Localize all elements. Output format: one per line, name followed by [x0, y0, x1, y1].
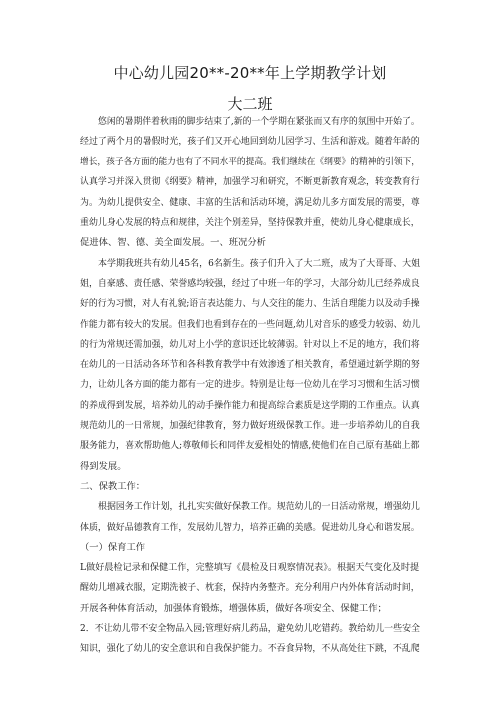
body-line: 规范幼儿的一日常规，加强纪律教育，努力做好班级保教工作。进一步培养幼儿的自我 [80, 421, 420, 431]
body-line: 为。为幼儿提供安全、健康、丰富的生活和活动环境，满足幼儿多方面发展的需要，尊 [80, 197, 420, 208]
body-line: 好的行为习惯，对人有礼貌;语言表达能力、与人交往的能力、生活自理能力以及动手操 [80, 299, 420, 310]
body-line: 体质，做好品德教育工作，发展幼儿智力，培养正确的美感。促进幼儿身心和谐发展。 [80, 522, 420, 533]
body-line: 增长，孩子各方面的能力也有了不同水平的提高。我们继续在《纲要》的精神的引领下， [80, 157, 421, 168]
body-line: 认真学习并深入贯彻《纲要》精神，加强学习和研究，不断更新教育观念，转变教育行 [80, 177, 420, 188]
body-line: 知识，强化了幼儿的安全意识和自我保护能力。不吞食异物，不从高处往下跳，不乱爬 [80, 644, 420, 655]
body-line: （一）保育工作 [80, 541, 146, 553]
body-line: 作能力都有较大的发展。但我们也看到存在的一些问题,幼儿对音乐的感受力较弱、幼儿 [80, 319, 421, 330]
body-line: 经过了两个月的暑假时光，孩子们又开心地回到幼儿园学习、生活和游戏。随着年龄的 [80, 136, 420, 147]
body-line: L做好晨检记录和保健工作，完整填写《晨检及日观察情况表》。根据天气变化及时提 [80, 563, 420, 574]
body-line: 得到发展。 [80, 460, 127, 472]
body-line: 重幼儿身心发展的特点和规律，关注个别差异，坚持保教并重，使幼儿身心健康成长， [80, 218, 420, 228]
body-line: 醒幼儿增减衣服，定期洗被子、枕套，保持内务整齐。充分利用户内外体育活动时间， [80, 583, 420, 594]
body-line: 本学期我班共有幼儿45名，6名新生。孩子们升入了大二班，成为了大哥哥、大姐 [98, 258, 421, 269]
body-line: 服务能力，喜欢帮助他人;尊敬师长和同伴友爱相处的情感,使他们在自己原有基础上都 [80, 441, 420, 452]
body-line: 姐，自豪感、责任感、荣誉感均较强，经过了中班一年的学习，大部分幼儿已经养成良 [80, 278, 420, 289]
body-line: 悠闲的暑期伴着秋雨的脚步结束了,新的一个学期在紧张而又有序的氛围中开始了。 [98, 116, 420, 127]
body-line: 根据园务工作计划，扎扎实实做好保教工作。规范幼儿的一日活动常规，增强幼儿 [98, 502, 420, 513]
body-line: 的行为常规还需加强，幼儿对上小学的意识还比较薄弱。针对以上不足的地方，我们将 [80, 339, 420, 350]
body-line: 促进体、智、德、美全面发展。一、班况分析 [80, 237, 266, 249]
body-line: 二、保教工作： [80, 480, 146, 492]
document-subtitle: 大二班 [227, 95, 273, 113]
document-title: 中心幼儿园20**-20**年上学期教学计划 [113, 64, 387, 82]
body-line: 在幼儿的一日活动各环节和各科教育教学中有效渗透了相关教育，希望通过新学期的努 [80, 360, 420, 371]
body-line: 力，让幼儿各方面的能力都有一定的进步。特别是让每一位幼儿在学习习惯和生活习惯 [80, 380, 420, 391]
body-line: 的养成得到发展，培养幼儿的动手操作能力和提高综合素质是这学期的工作重点。认真 [80, 400, 420, 411]
body-line: 开展各种体育活动，加强体育锻炼，增强体质，做好各项安全、保健工作； [80, 602, 387, 614]
body-line: 2．不让幼儿带不安全物品入园;管理好病儿药品，避免幼儿吃错药。教给幼儿一些安全 [80, 624, 420, 634]
